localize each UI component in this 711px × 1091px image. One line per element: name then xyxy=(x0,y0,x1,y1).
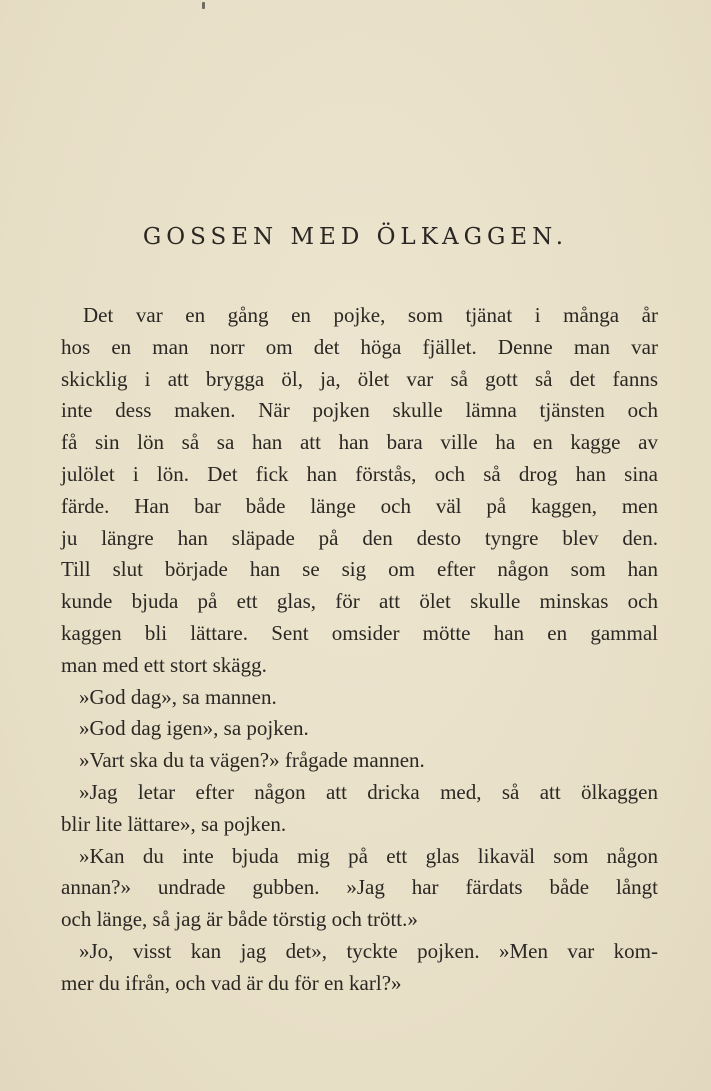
paragraph xyxy=(61,682,658,714)
paragraph xyxy=(61,777,658,841)
text-line: skicklig i att brygga öl, ja, ölet var så gott så det fanns xyxy=(61,366,658,391)
story-text xyxy=(61,300,658,1000)
paragraph xyxy=(61,713,658,745)
text-line: mer du ifrån, och vad är du för en karl?» xyxy=(61,970,402,995)
text-line: annan?» undrade gubben. »Jag har färdats både långt xyxy=(61,875,658,900)
text-line: inte dess maken. När pojken skulle lämna tjänsten och xyxy=(61,398,658,423)
text-line: Det var en gång en pojke, som tjänat i många år xyxy=(83,303,658,327)
text-line: »God dag», sa mannen. xyxy=(79,684,277,709)
text-line: kaggen bli lättare. Sent omsider mötte han en gammal xyxy=(61,620,658,645)
text-line: »Vart ska du ta vägen?» frågade mannen. xyxy=(79,748,425,773)
text-line: »Kan du inte bjuda mig på ett glas likaväl som någon xyxy=(79,843,658,868)
text-line: »God dag igen», sa pojken. xyxy=(79,716,309,741)
text-line: blir lite lättare», sa pojken. xyxy=(61,811,287,836)
text-line: färde. Han bar både länge och väl på kaggen, men xyxy=(61,493,658,518)
paragraph xyxy=(61,745,658,777)
text-line: Till slut började han se sig om efter någon som han xyxy=(61,557,658,582)
text-line: »Jag letar efter någon att dricka med, så att ölkaggen xyxy=(79,779,658,804)
text-line: »Jo, visst kan jag det», tyckte pojken. »Men var kom- xyxy=(79,938,658,963)
text-line: julölet i lön. Det fick han förstås, och så drog han sina xyxy=(61,461,658,486)
paragraph xyxy=(61,300,658,682)
text-line: hos en man norr om det höga fjället. Denne man var xyxy=(61,334,658,359)
text-line: ju längre han släpade på den desto tyngre blev den. xyxy=(61,525,658,550)
chapter-title: GOSSEN MED ÖLKAGGEN. xyxy=(142,224,569,250)
text-line: man med ett stort skägg. xyxy=(61,652,267,677)
text-line: kunde bjuda på ett glas, för att ölet skulle minskas och xyxy=(61,589,658,614)
text-line: och länge, så jag är både törstig och trött.» xyxy=(61,907,418,932)
print-speck xyxy=(202,2,205,9)
text-line: få sin lön så sa han att han bara ville ha en kagge av xyxy=(61,430,658,455)
paragraph xyxy=(61,841,658,936)
paragraph xyxy=(61,936,658,1000)
